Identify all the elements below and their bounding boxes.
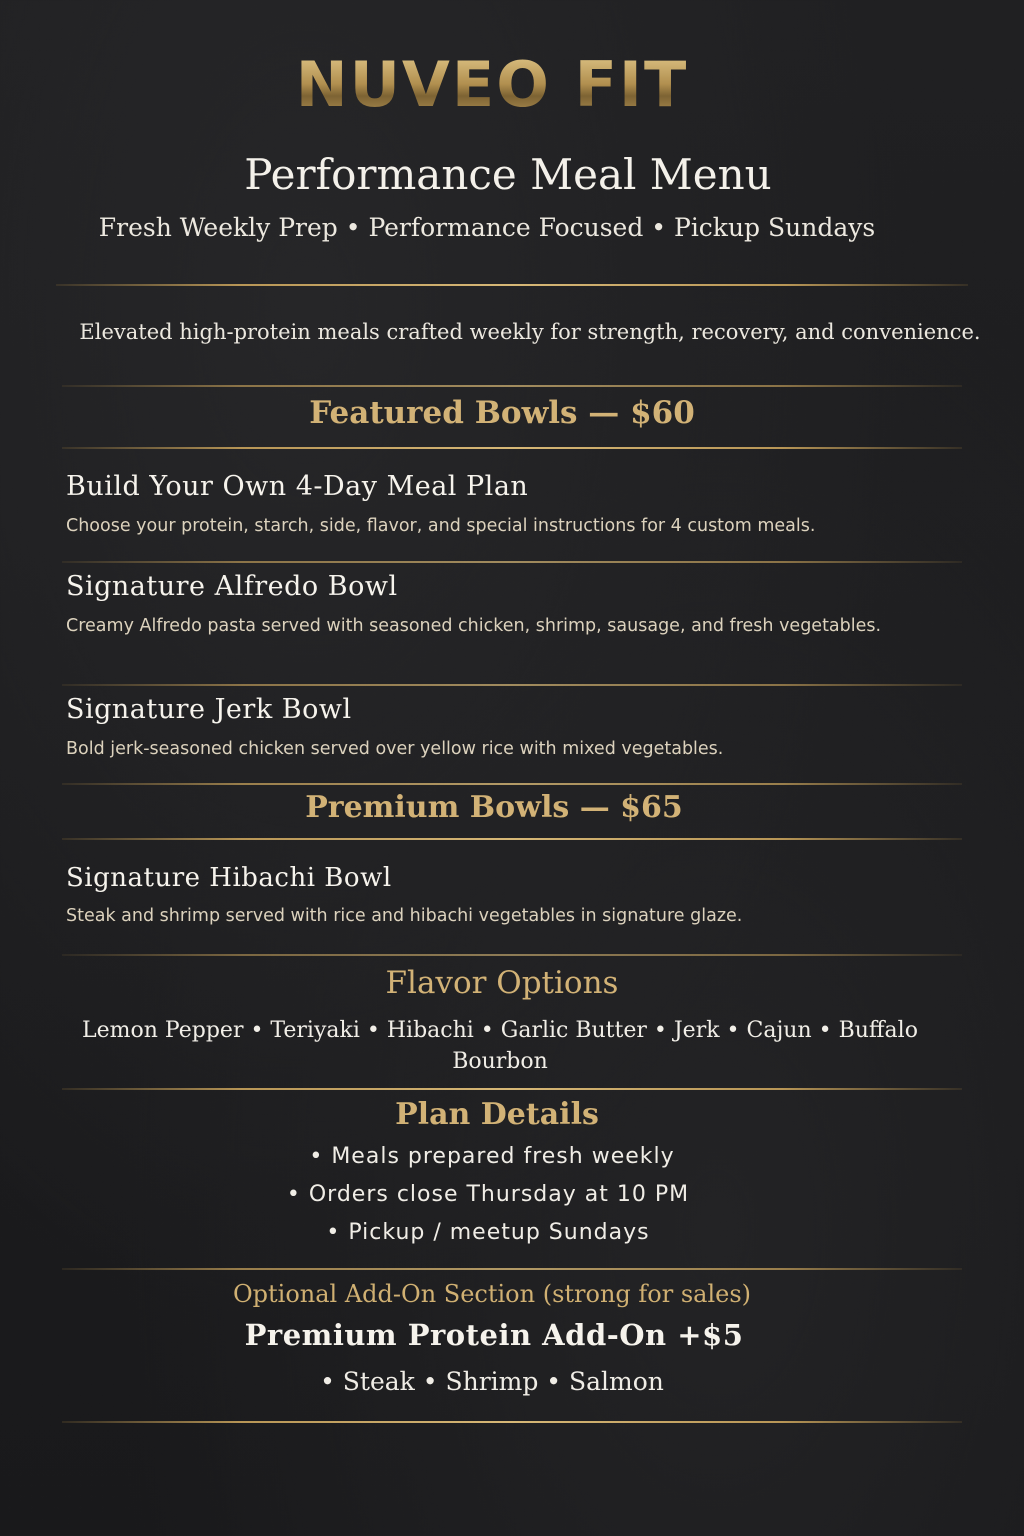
- divider: [62, 1421, 962, 1423]
- divider: [62, 954, 962, 956]
- menu-item-description: Bold jerk-seasoned chicken served over yellow rice with mixed vegetables.: [66, 739, 724, 759]
- menu-item-description: Steak and shrimp served with rice and hibachi vegetables in signature glaze.: [66, 906, 743, 926]
- intro-text: Elevated high-protein meals crafted weekly for strength, recovery, and convenience.: [79, 320, 981, 344]
- plan-detail-item: • Pickup / meetup Sundays: [326, 1220, 650, 1245]
- divider: [62, 1268, 962, 1270]
- brand-logo: NUVEO FIT: [0, 48, 1004, 128]
- divider: [62, 1088, 962, 1090]
- divider: [56, 284, 968, 286]
- plan-details-heading: Plan Details: [395, 1097, 599, 1132]
- divider: [62, 838, 962, 840]
- plan-detail-item: • Orders close Thursday at 10 PM: [286, 1182, 690, 1207]
- divider: [62, 783, 962, 785]
- plan-detail-item: • Meals prepared fresh weekly: [309, 1144, 675, 1169]
- flavor-options-heading: Flavor Options: [385, 965, 619, 1001]
- menu-item-description: Creamy Alfredo pasta served with seasoned chicken, shrimp, sausage, and fresh vegetables.: [66, 616, 882, 636]
- featured-bowls-heading: Featured Bowls — $60: [309, 395, 695, 431]
- addon-title: Premium Protein Add-On +$5: [244, 1318, 744, 1352]
- menu-item-name: Build Your Own 4-Day Meal Plan: [66, 471, 529, 502]
- premium-bowls-heading: Premium Bowls — $65: [305, 790, 683, 825]
- menu-subtitle: Fresh Weekly Prep • Performance Focused • Pickup Sundays: [98, 213, 876, 242]
- addon-section-label: Optional Add-On Section (strong for sales): [232, 1280, 752, 1308]
- addon-proteins: • Steak • Shrimp • Salmon: [320, 1367, 664, 1396]
- divider: [62, 385, 962, 387]
- divider: [62, 561, 962, 563]
- divider: [62, 447, 962, 449]
- flavor-options-list: Lemon Pepper • Teriyaki • Hibachi • Garlic Butter • Jerk • Cajun • Buffalo Bourbon: [82, 1018, 918, 1074]
- menu-title: Performance Meal Menu: [244, 150, 772, 199]
- menu-item-name: Signature Hibachi Bowl: [66, 863, 392, 893]
- menu-item-name: Signature Jerk Bowl: [66, 694, 352, 725]
- menu-item-description: Choose your protein, starch, side, flavor, and special instructions for 4 custom meals.: [66, 516, 816, 536]
- divider: [62, 684, 962, 686]
- menu-item-name: Signature Alfredo Bowl: [66, 571, 398, 602]
